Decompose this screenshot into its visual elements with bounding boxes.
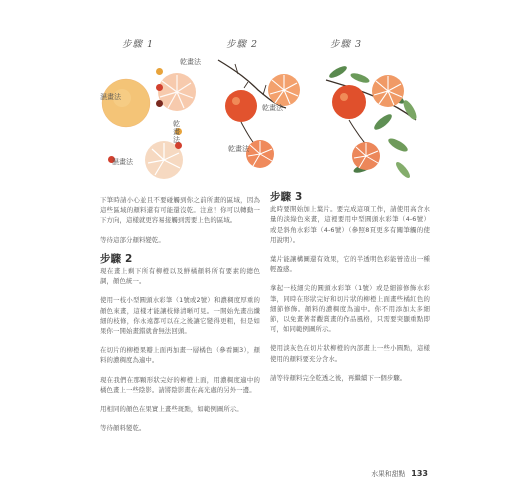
step-2-paragraph-3: 在切片的柳橙果瓣上面再加畫一層橘色（參看圖3），顏料的濃稠度為適中。: [100, 346, 260, 365]
intro-wait: 等待這部分顏料變乾。: [100, 235, 165, 244]
annotation-dry-4: 乾畫法: [228, 145, 249, 153]
step-2-paragraph-6: 等待顏料變乾。: [100, 424, 146, 433]
step-2-paragraph-2: 使用一枝小型圓頭水彩筆（1號或2號）和濃稠度厚重的顏色來畫，這樣才能讓枝條清晰可見。一開始先畫出纖細的枝條，你永遠都可以在之後讓它變得更粗，但是如果你一開始畫錯就會無法回頭。: [100, 296, 260, 336]
step-2-paragraph-5: 用相同的顏色在果實上畫些斑點，如範例圖所示。: [100, 405, 243, 414]
watercolor-illustrations: [98, 50, 428, 195]
right-column: [270, 190, 430, 392]
step-3-paragraph-4: 使用淡灰色在切片狀柳橙的內部畫上一些小圓點，這樣使用的顏料要充分含水。: [270, 344, 430, 363]
annotation-dry-1: 乾畫法: [180, 58, 201, 66]
intro-paragraph: 下筆時請小心並且不要碰觸到你之前所畫的區域，因為這些區域的顏料還有可能還沒乾。注意！你可以轉動一下方向，這樣就更容易接觸到需要上色的區域。: [100, 196, 260, 225]
annotation-dry-3: 乾畫法: [262, 104, 283, 112]
step-2-paragraph-1: 現在畫上剩下所有柳橙以及鮮橘顏料所有要素的總色調，顏色統一。: [100, 267, 260, 286]
step-3-header: 步驟 3: [330, 39, 363, 50]
left-column: [100, 195, 260, 442]
page-number: 133: [411, 469, 428, 478]
step-1-header: 步驟 1: [122, 39, 155, 50]
step-2-header: 步驟 2: [226, 39, 259, 50]
annotation-dry-2: 乾畫法: [173, 120, 180, 144]
step-2-paragraph-4: 現在我們在那顆形狀完好的柳橙上面，用濃稠度適中的橘色畫上一些陰影。請將陰影畫在高光處的另外一邊。: [100, 375, 260, 394]
page-footer: [371, 468, 428, 478]
palette-dot-red: [156, 84, 163, 91]
annotation-wet-1: 濕畫法: [100, 93, 121, 101]
step-3-paragraph-3: 拿起一枝細尖的圓頭水彩筆（1號）或是細節修飾水彩筆，同時在形狀完好和切片狀的柳橙上面畫些橘紅色的細節修飾。顏料的濃稠度為適中。你不用添加太多細節，以免畫著者觀賞畫的作品風格，只需要突顯重點即可，如同範例圖所示。: [270, 284, 430, 334]
palette-dot-brown: [156, 100, 163, 107]
palette-dot-orange: [156, 68, 163, 75]
annotation-wet-2: 濕畫法: [112, 158, 133, 166]
step-3-heading: 步驟 3: [270, 191, 303, 203]
section-name: 水果和甜點: [371, 470, 406, 478]
step-3-paragraph-5: 請等待顏料完全乾透之後，再繼續下一個步驟。: [270, 373, 407, 382]
step-3-paragraph-1: 此時要開始加上葉片。要完成這項工作，請使用高含水量的淡綠色來畫，這裡要用中型圓頭水彩筆（4-6號）或是斜角水彩筆（4-6號）（參照8頁更多有關筆觸的使用說明）。: [270, 205, 430, 244]
step-3-paragraph-2: 葉片能讓構圖還有效果，它的半透明色彩能營造出一種輕盈感。: [270, 255, 430, 274]
step-2-heading: 步驟 2: [100, 252, 133, 265]
step-3-illustration: [326, 64, 419, 180]
